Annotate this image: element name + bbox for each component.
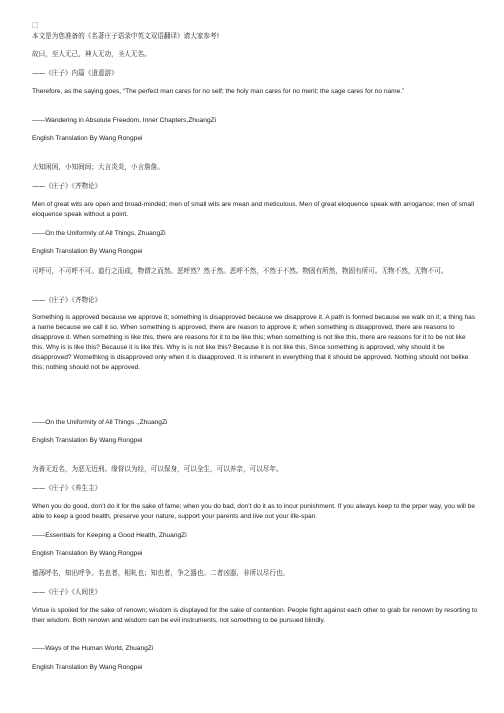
- quote-chinese: 大知闲闲，小知间间；大言炎炎，小言詹詹。: [32, 163, 164, 171]
- translator-credit: English Translation By Wang Rongpei: [32, 437, 143, 444]
- translator-credit: English Translation By Wang Rongpei: [32, 248, 143, 255]
- source-chinese: ——《庄子》《人间世》: [32, 588, 102, 596]
- source-english: ——Ways of the Human World, ZhuangZi: [32, 645, 154, 652]
- quote-english: Virtue is spoiled for the sake of renown; wisdom is displayed for the sake of contention. People fight against each other to grab for renown by resorting to their wisdom. Both renown and wisdom can be evil instruments, not something to be pursued blindly.: [32, 607, 478, 624]
- quote-english: Therefore, as the saying goes, “The perfect man cares for no self; the holy man cares for no merit; the sage cares for no name.”: [32, 88, 405, 95]
- intro-text: 本文是为您准备的《名著庄子语录中英文双语翻译》请大家参考!: [32, 32, 220, 40]
- quote-chinese: 为善无近名，为恶无近刑。缘督以为经，可以保身，可以全生，可以养亲，可以尽年。: [32, 465, 283, 473]
- quote-english: Something is approved because we approve it; something is disapproved because we disapprove it. A path is formed because we walk on it; a thing has a name because we call it so. When something is approved, there are reason to approve it; when something is disapproved, there are reasons to disapprove it. When something is like this, there are reasons for it to be like this; when something is not like this, there are reasons for it to be not like this. Why is is like this? Because it is like this. Why is is not like this? Because it is not like this. Since something is approved, why should it be disapproved? Womethkng is disapproved only when it is diaapproved. It is inherent in everything that it should be approved. Nothing should not belike this; nothing should not be approved.: [32, 314, 476, 371]
- source-english: ——On the Uniformity of All Things .,ZhuangZi: [32, 419, 168, 426]
- quote-chinese: 德荡呼名，知出呼争。名也者，相轧也；知也者，争之器也。二者凶器，非所以尽行也。: [32, 569, 290, 577]
- source-english: ——Essentials for Keeping a Good Health, ZhuangZi: [32, 532, 187, 539]
- quote-chinese: 可呼可，不可呼不可。道行之而成，物谓之而然。恶呼然？然于然。恶呼不然，不然于不然。物固有所然，物固有所可。无物不然，无物不可。: [32, 267, 448, 275]
- source-english: ——On the Uniformity of All Things, ZhuangZi: [32, 230, 166, 237]
- source-chinese: ——《庄子》《齐物论》: [32, 182, 102, 190]
- translator-credit: English Translation By Wang Rongpei: [32, 550, 143, 557]
- quote-english: Men of great wits are open and broad-minded; men of small wits are mean and meticulous. Men of great eloquence speak with arrogance; men of small eloquence speak without a point.: [32, 201, 475, 218]
- page-marker-icon: □: [32, 21, 39, 29]
- source-chinese: ——《庄子》《齐物论》: [32, 296, 102, 304]
- translator-credit: English Translation By Wang Rongpei: [32, 664, 143, 671]
- quote-chinese: 故曰，至人无己，神人无功，圣人无名。: [32, 50, 151, 58]
- source-english: ——Wandering in Absolute Freedom, Inner Chapters,ZhuangZi: [32, 117, 217, 124]
- source-chinese: ——《庄子》《养生主》: [32, 484, 102, 492]
- translator-credit: English Translation By Wang Rongpei: [32, 135, 143, 142]
- source-chinese: ——《庄子》内篇《逍遥游》: [32, 69, 118, 77]
- quote-english: When you do good, don’t do it for the sake of fame; when you do bad, don’t do it as to incur punishment. If you always keep to the prper way, you will be able to keep a good health, preserve your nature, support your parents and live out your life-span.: [32, 503, 476, 520]
